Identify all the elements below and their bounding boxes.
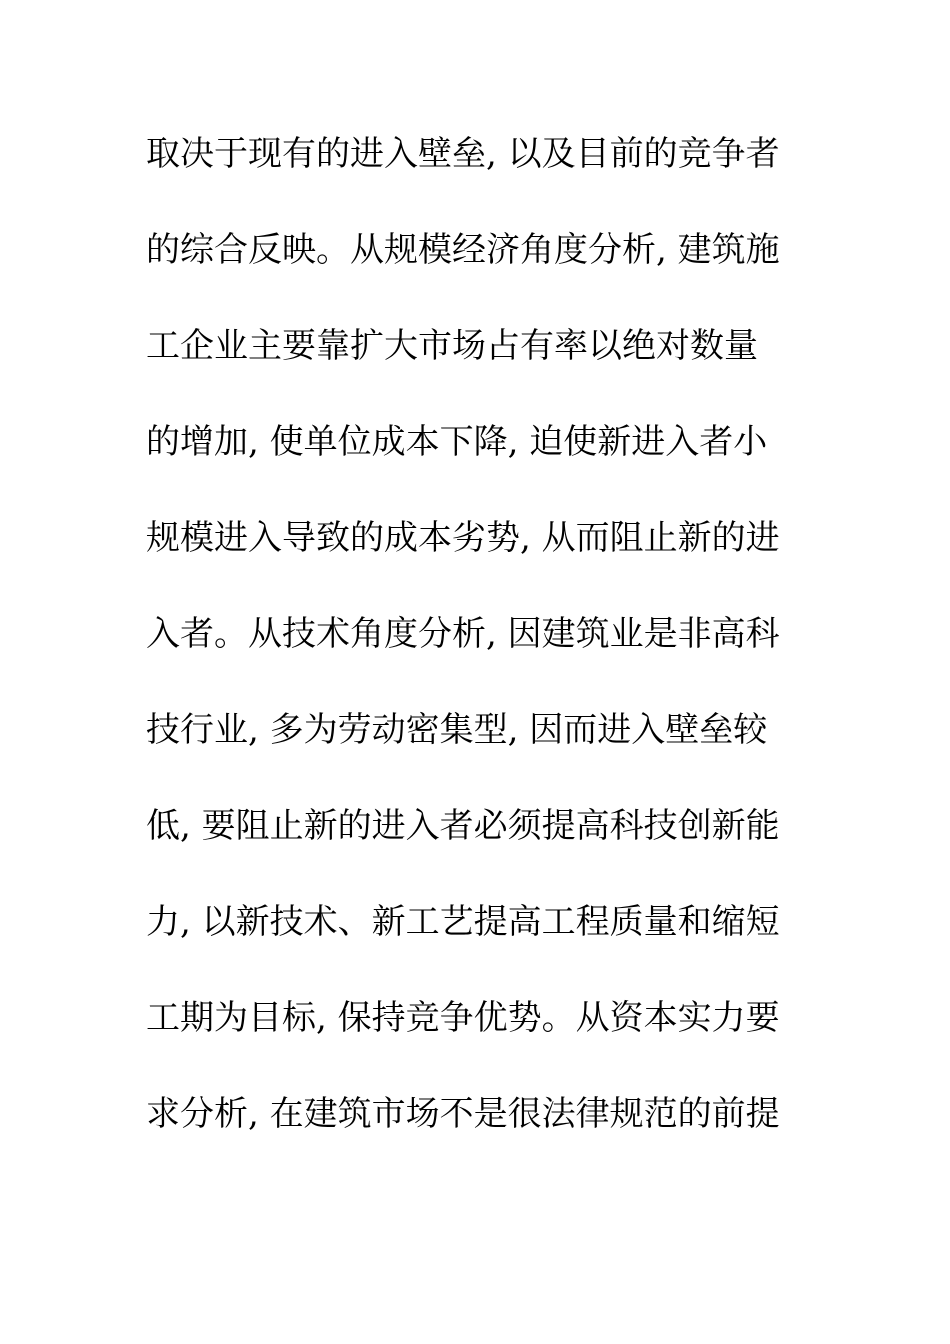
text-line: 低, 要阻止新的进入者必须提高科技创新能 (146, 806, 780, 846)
text-line: 技行业, 多为劳动密集型, 因而进入壁垒较 (146, 710, 768, 750)
body-text (146, 126, 806, 1182)
text-line: 规模进入导致的成本劣势, 从而阻止新的进 (146, 518, 780, 558)
text-line: 取决于现有的进入壁垒, 以及目前的竞争者 (146, 134, 780, 174)
text-line: 求分析, 在建筑市场不是很法律规范的前提 (146, 1094, 780, 1134)
text-line: 力, 以新技术、新工艺提高工程质量和缩短 (146, 902, 780, 942)
text-line: 入者。从技术角度分析, 因建筑业是非高科 (146, 614, 780, 654)
text-line: 的综合反映。从规模经济角度分析, 建筑施 (146, 230, 780, 270)
text-line: 工期为目标, 保持竞争优势。从资本实力要 (146, 998, 780, 1038)
text-line: 工企业主要靠扩大市场占有率以绝对数量 (146, 326, 758, 366)
text-line: 的增加, 使单位成本下降, 迫使新进入者小 (146, 422, 768, 462)
